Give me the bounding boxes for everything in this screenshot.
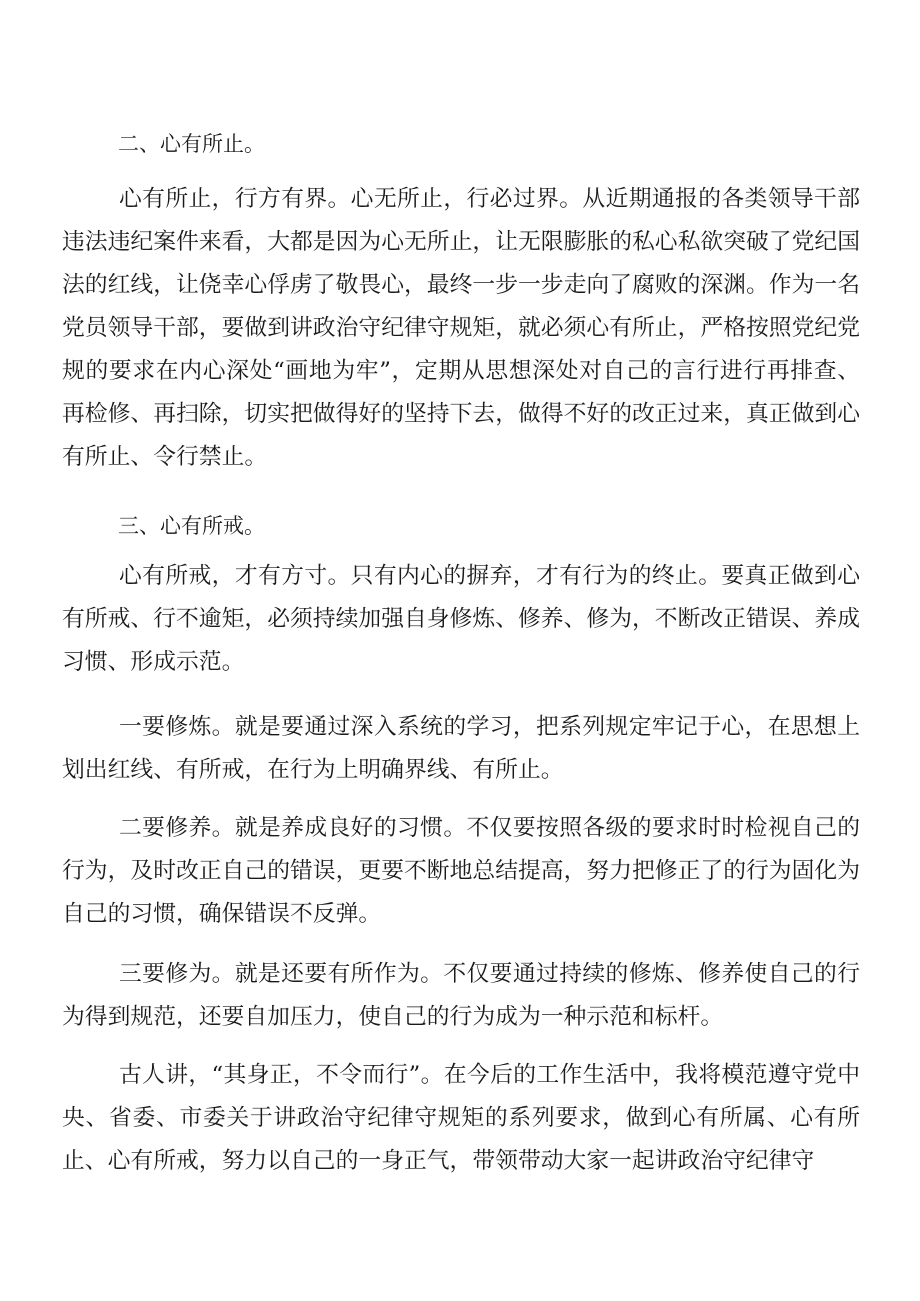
paragraph-self-discipline: 二要修养。就是养成良好的习惯。不仅要按照各级的要求时时检视自己的行为，及时改正自己的错误，更要不断地总结提高，努力把修正了的行为固化为自己的习惯，确保错误不反弹。 xyxy=(62,815,860,927)
paragraph-conduct: 三要修为。就是还要有所作为。不仅要通过持续的修炼、修养使自己的行为得到规范，还要自加压力，使自己的行为成为一种示范和标杆。 xyxy=(62,961,860,1030)
paragraph-cultivation: 一要修炼。就是要通过深入系统的学习，把系列规定牢记于心，在思想上划出红线、有所戒，在行为上明确界线、有所止。 xyxy=(62,714,860,783)
paragraph-heart-has-caution: 心有所戒，才有方寸。只有内心的摒弃，才有行为的终止。要真正做到心有所戒、行不逾矩，必须持续加强自身修炼、修养、修为，不断改正错误、养成习惯、形成示范。 xyxy=(62,563,860,675)
section-heading-3: 三、心有所戒。 xyxy=(118,514,265,538)
paragraph-heart-has-limit: 心有所止，行方有界。心无所止，行必过界。从近期通报的各类领导干部违法违纪案件来看，大都是因为心无所止，让无限膨胀的私心私欲突破了党纪国法的红线，让侥幸心俘虏了敬畏心，最终一步一步走向了腐败的深渊。作为一名党员领导干部，要做到讲政治守纪律守规矩，就必须心有所止，严格按照党纪党规的要求在内心深处“画地为牢”，定期从思想深处对自己的言行进行再排查、再检修、再扫除，切实把做得好的坚持下去，做得不好的改正过来，真正做到心有所止、令行禁止。 xyxy=(62,186,860,470)
section-heading-2: 二、心有所止。 xyxy=(118,132,265,156)
paragraph-conclusion: 古人讲，“其身正，不令而行”。在今后的工作生活中，我将模范遵守党中央、省委、市委关于讲政治守纪律守规矩的系列要求，做到心有所属、心有所止、心有所戒，努力以自己的一身正气，带领带动大家一起讲政治守纪律守 xyxy=(62,1062,860,1174)
